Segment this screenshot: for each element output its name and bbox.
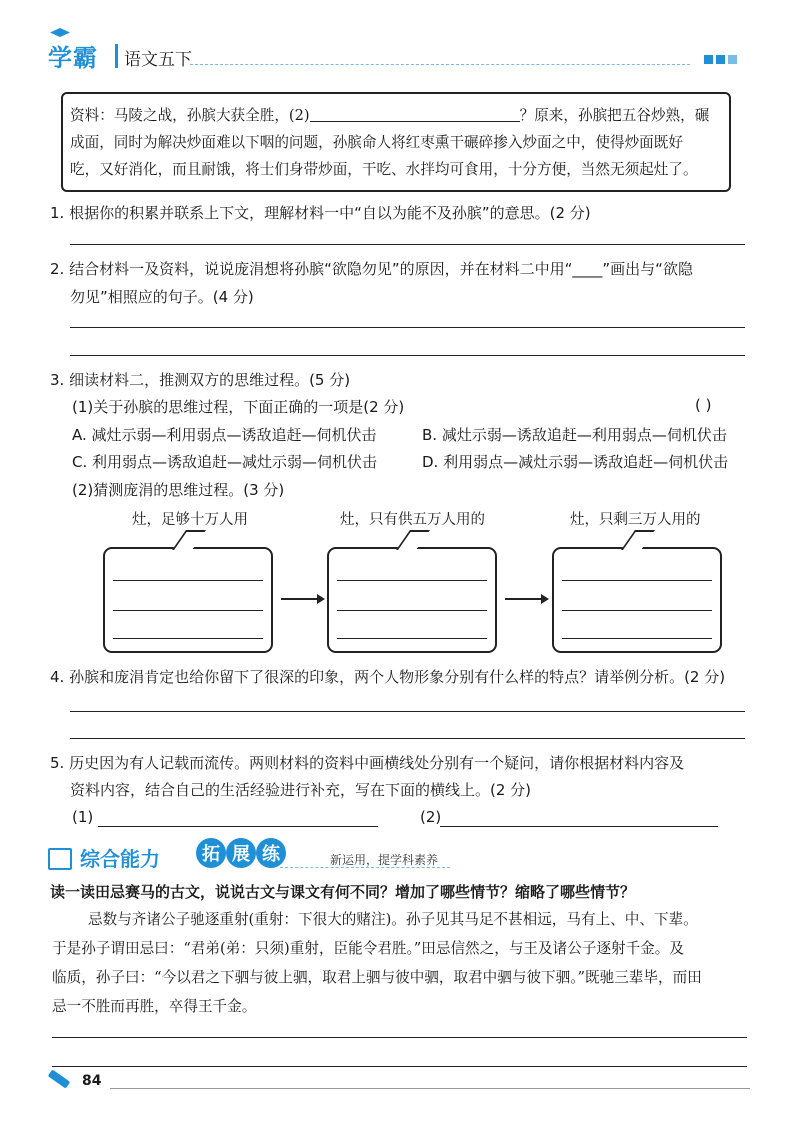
answer-line[interactable] — [337, 610, 487, 611]
answer-line[interactable] — [52, 1066, 747, 1067]
section-pill: 练 — [256, 838, 286, 868]
bubble-tail — [396, 530, 430, 550]
option-c[interactable]: C. 利用弱点—诱敌追赶—减灶示弱—伺机伏击 — [72, 453, 378, 471]
thought-bubble-3 — [552, 547, 722, 653]
answer-line[interactable] — [337, 580, 487, 581]
answer-line[interactable] — [562, 580, 712, 581]
logo-text: 学霸 — [48, 44, 98, 72]
reading-text-line: 忌数与齐诸公子驰逐重射(重射：下很大的赌注)。孙子见其马足不甚相远，马有上、中、下辈。 — [88, 911, 698, 928]
book-icon — [48, 848, 72, 870]
question-2: 2. 结合材料一及资料，说说庞涓想将孙膑“欲隐勿见”的原因，并在材料二中用“____”画出与“欲隐 — [50, 260, 693, 278]
section-pill: 展 — [226, 838, 256, 868]
q5-blank-1-label: (1) — [72, 808, 94, 826]
bubble-2-title: 灶，只有供五万人用的 — [340, 512, 485, 528]
question-3: 3. 细读材料二，推测双方的思维过程。(5 分) — [50, 371, 351, 389]
subject-title: 语文五下 — [124, 50, 192, 70]
brand-logo — [48, 38, 98, 73]
question-4: 4. 孙膑和庞涓肯定也给你留下了很深的印象，两个人物形象分别有什么样的特点？请举例分析。(2 分) — [50, 668, 726, 686]
answer-line[interactable] — [70, 244, 745, 245]
fill-in-blank[interactable] — [310, 109, 520, 122]
answer-line[interactable] — [70, 711, 745, 712]
bubble-tail — [172, 530, 206, 550]
option-b[interactable]: B. 减灶示弱—诱敌追赶—利用弱点—伺机伏击 — [422, 426, 727, 444]
question-3-2: (2)猜测庞涓的思维过程。(3 分) — [72, 481, 285, 499]
header-dashed-rule — [190, 64, 690, 65]
question-5-cont: 资料内容，结合自己的生活经验进行补充，写在下面的横线上。(2 分) — [70, 781, 532, 799]
answer-line[interactable] — [562, 638, 712, 639]
answer-line[interactable] — [113, 580, 263, 581]
option-d[interactable]: D. 利用弱点—减灶示弱—诱敌追赶—伺机伏击 — [422, 453, 729, 471]
bubble-3-title: 灶，只剩三万人用的 — [570, 512, 701, 528]
bubble-1-title: 灶，足够十万人用 — [132, 512, 248, 528]
answer-line[interactable] — [70, 327, 745, 328]
thought-bubble-2 — [327, 547, 497, 653]
answer-line[interactable] — [70, 738, 745, 739]
answer-line[interactable] — [70, 355, 745, 356]
section-title: 综合能力 — [80, 847, 160, 871]
answer-line[interactable] — [337, 638, 487, 639]
section-dashed-rule — [280, 867, 450, 868]
footer-rule — [110, 1088, 750, 1089]
material-line-1: 资料：马陵之战，孙膑大获全胜，(2) ？原来，孙膑把五谷炒熟，碾 — [70, 107, 710, 124]
graduation-cap-icon — [50, 28, 70, 38]
header-square-icon — [704, 55, 713, 64]
pencil-icon — [48, 1069, 71, 1088]
arrow-icon — [281, 598, 323, 600]
reading-text-line: 临质，孙子曰：“今以君之下驷与彼上驷，取君上驷与彼中驷，取君中驷与彼下驷。”既驰三辈毕，而田 — [52, 969, 702, 986]
reading-text-line: 忌一不胜而再胜，卒得王千金。 — [52, 998, 257, 1015]
q5-blank-2-label: (2) — [420, 808, 442, 826]
reading-prompt: 读一读田忌赛马的古文，说说古文与课文有何不同？增加了哪些情节？缩略了哪些情节？ — [50, 883, 636, 901]
question-2-cont: 勿见”相照应的句子。(4 分) — [70, 288, 254, 306]
section-tagline: 新运用，提学科素养 — [330, 853, 439, 867]
answer-line[interactable] — [113, 638, 263, 639]
logo-divider — [115, 44, 118, 68]
header-square-icon — [728, 55, 737, 64]
material-line-3: 吃，又好消化，而且耐饿，将士们身带炒面，干吃、水拌均可食用，十分方便，当然无须起灶了。 — [70, 161, 698, 178]
reading-text-line: 于是孙子谓田忌曰：“君弟(弟：只须)重射，臣能令君胜。”田忌信然之，与王及诸公子逐射千金。及 — [52, 940, 684, 957]
answer-line[interactable] — [113, 610, 263, 611]
answer-paren[interactable]: ( ) — [695, 396, 712, 414]
bubble-tail — [621, 530, 655, 550]
question-1: 1. 根据你的积累并联系上下文，理解材料一中“自以为能不及孙膑”的意思。(2 分) — [50, 204, 591, 222]
answer-line[interactable] — [52, 1037, 747, 1038]
page-number: 84 — [82, 1073, 102, 1089]
thought-bubble-1 — [103, 547, 273, 653]
answer-line[interactable] — [562, 610, 712, 611]
answer-line[interactable] — [98, 826, 378, 827]
material-line-2: 成面，同时为解决炒面难以下咽的问题，孙膑命人将红枣熏干碾碎掺入炒面之中，使得炒面既好 — [70, 134, 683, 151]
answer-line[interactable] — [440, 826, 718, 827]
question-5: 5. 历史因为有人记载而流传。两则材料的资料中画横线处分别有一个疑问，请你根据材料内容及 — [50, 754, 685, 772]
question-3-1: (1)关于孙膑的思维过程，下面正确的一项是(2 分) — [72, 398, 405, 416]
option-a[interactable]: A. 减灶示弱—利用弱点—诱敌追赶—伺机伏击 — [72, 426, 377, 444]
header-square-icon — [716, 55, 725, 64]
section-pill: 拓 — [196, 838, 226, 868]
arrow-icon — [505, 598, 547, 600]
